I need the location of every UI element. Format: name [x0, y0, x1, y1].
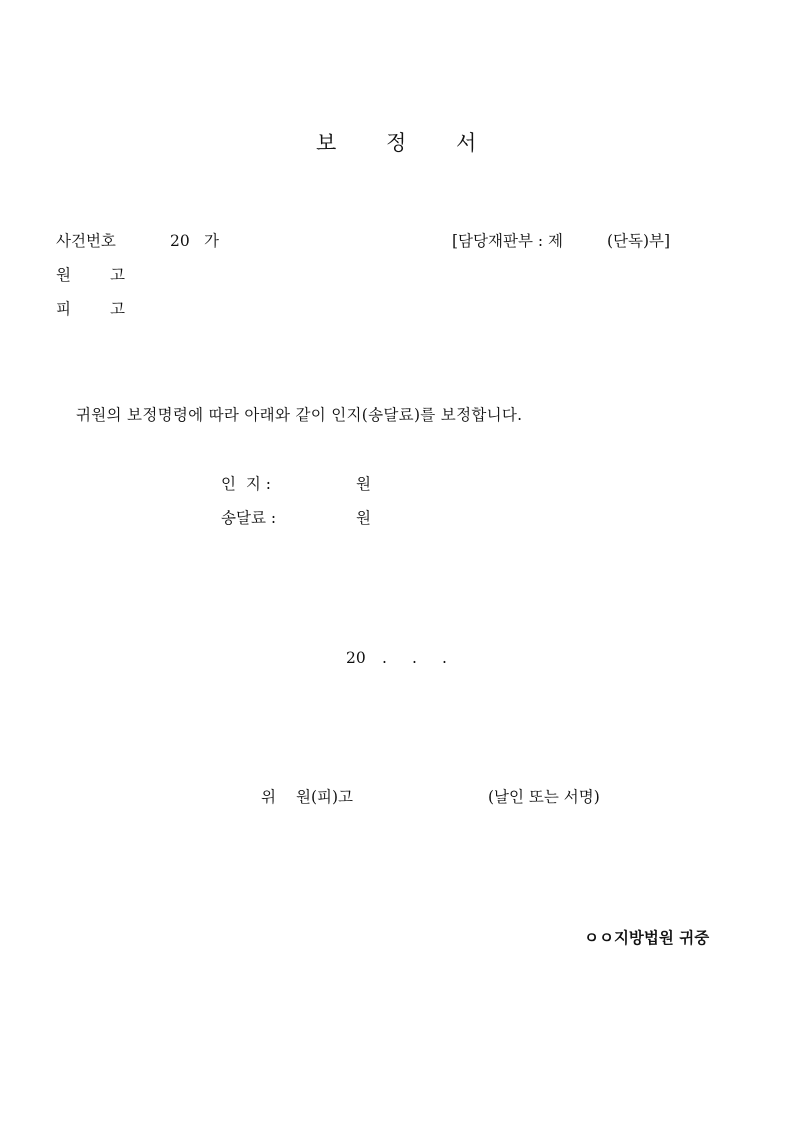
court-division-suffix: (단독)부]: [607, 232, 671, 250]
case-number-label: 사건번호: [56, 232, 116, 250]
title-char-3: 서: [456, 131, 477, 155]
date-year-prefix: 20: [346, 649, 366, 667]
plaintiff-label-char-2: 고: [110, 266, 125, 284]
defendant-label-char-2: 고: [110, 300, 125, 318]
signature-above-label: 위: [261, 788, 276, 806]
stamp-fee-label: 인 지 :: [221, 475, 271, 493]
delivery-fee-unit: 원: [356, 509, 371, 527]
court-division-label: [담당재판부 : 제: [452, 232, 563, 250]
title-char-2: 정: [386, 131, 407, 155]
case-year: 20: [170, 232, 190, 250]
correction-statement: 귀원의 보정명령에 따라 아래와 같이 인지(송달료)를 보정합니다.: [76, 406, 523, 424]
date-dot-2: .: [412, 649, 417, 667]
seal-instruction: (날인 또는 서명): [488, 788, 600, 806]
plaintiff-label-char-1: 원: [56, 266, 71, 284]
stamp-fee-unit: 원: [356, 475, 371, 493]
case-type: 가: [204, 232, 219, 250]
delivery-fee-label: 송달료 :: [221, 509, 277, 527]
court-addressee: ㅇㅇ지방법원 귀중: [584, 928, 710, 947]
signature-party-label: 원(피)고: [296, 788, 354, 806]
date-dot-1: .: [382, 649, 387, 667]
defendant-label-char-1: 피: [56, 300, 71, 318]
title-char-1: 보: [316, 131, 337, 155]
date-dot-3: .: [442, 649, 447, 667]
